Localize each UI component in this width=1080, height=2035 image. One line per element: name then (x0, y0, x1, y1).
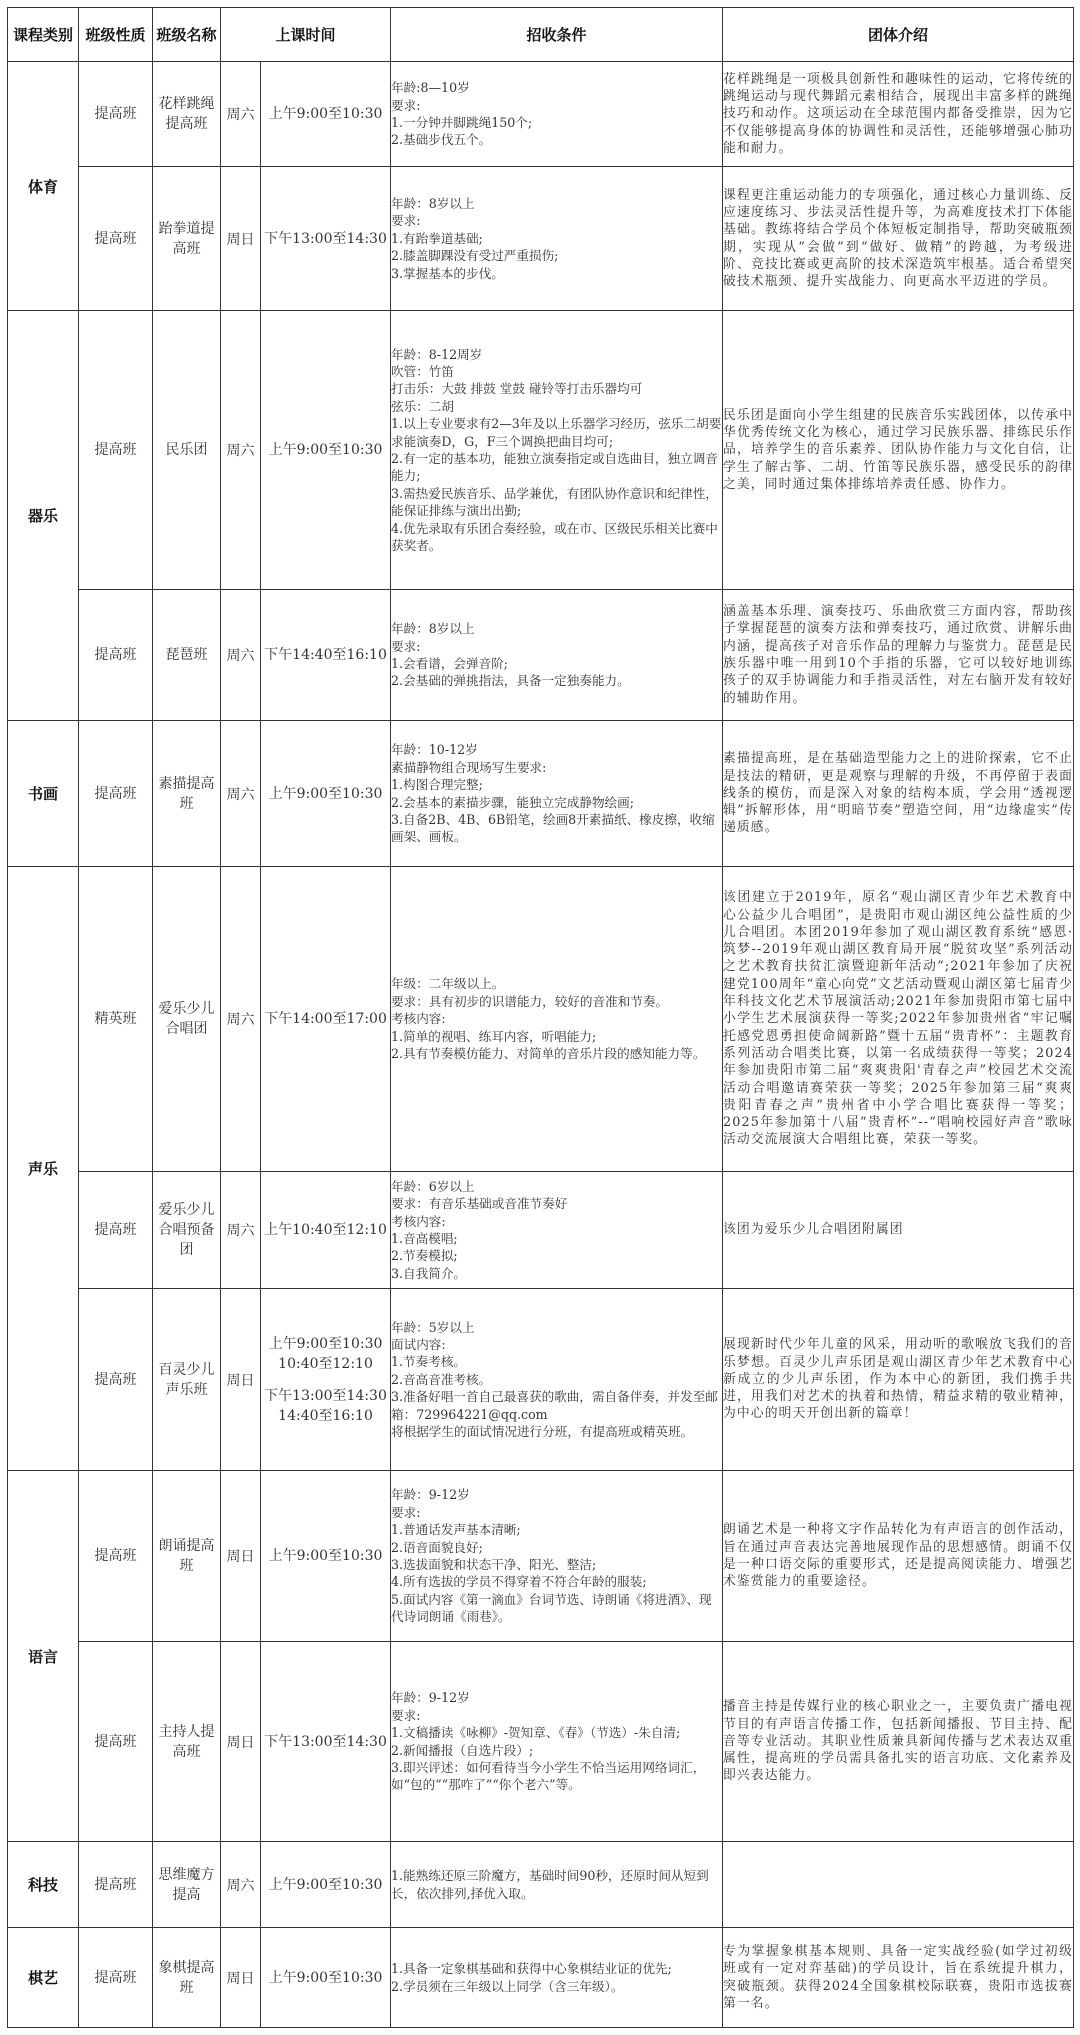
time-cell (261, 1928, 391, 2028)
time-cell (261, 311, 391, 590)
table-row (8, 590, 1074, 721)
introduction-cell: 朗诵艺术是一种将文字作品转化为有声语言的创作活动，旨在通过声音表达完善地展现作品的思想感情。朗诵不仅是一种口语交际的重要形式，还是提高阅读能力、增强艺术鉴赏能力的重要途径。 (723, 1471, 1074, 1642)
introduction-cell (723, 1842, 1074, 1928)
day-cell: 周六 (221, 1842, 261, 1928)
text-line: 年龄：9-12岁 (391, 1487, 470, 1503)
text-line: 2.会基础的弹挑指法，具备一定独奏能力。 (391, 673, 630, 689)
class-type-cell: 提高班 (79, 721, 153, 867)
day-cell: 周六 (221, 62, 261, 167)
text-line: 2.节奏模拟; (391, 1248, 458, 1264)
text-line: 3.自我简介。 (391, 1265, 467, 1281)
class-name-cell: 素描提高班 (153, 721, 221, 867)
text-line: 1.能熟练还原三阶魔方，基础时间90秒，还原时间从短到长，依次排列,择优入取。 (391, 1868, 709, 1901)
text-line: 下午13:00至14:30 (264, 1733, 387, 1750)
text-line: 素描静物组合现场写生要求: (391, 759, 547, 775)
text-line: 将根据学生的面试情况进行分班，有提高班或精英班。 (391, 1424, 694, 1440)
requirements-cell (391, 867, 723, 1172)
text-line: 10:40至12:10 (278, 1355, 373, 1372)
time-cell (261, 1842, 391, 1928)
table-row (8, 1928, 1074, 2028)
text-line: 上午9:00至10:30 (268, 1335, 383, 1352)
class-name-cell: 主持人提高班 (153, 1642, 221, 1842)
class-name-cell: 朗诵提高班 (153, 1471, 221, 1642)
requirements-cell (391, 1289, 723, 1471)
text-line: 要求：有音乐基础或音准节奏好 (391, 1196, 568, 1212)
day-cell: 周六 (221, 1172, 261, 1289)
text-line: 2.新闻播报（自选片段）; (391, 1742, 534, 1758)
text-line: 上午9:00至10:30 (268, 1876, 383, 1893)
introduction-cell: 专为掌握象棋基本规则、具备一定实战经验(如学过初级班或有一定对弈基础)的学员设计，旨在系统提升棋力，突破瓶颈。获得2024全国象棋校际联赛，贵阳市选拔赛第一名。 (723, 1928, 1074, 2028)
category-cell: 声乐 (8, 867, 79, 1471)
text-line: 4.所有选拔的学员不得穿着不符合年龄的服装; (391, 1574, 647, 1590)
text-line: 打击乐：大鼓 排鼓 堂鼓 碰铃等打击乐器均可 (391, 381, 643, 397)
text-line: 14:40至16:10 (278, 1407, 373, 1424)
requirements-cell (391, 590, 723, 721)
text-line: 下午13:00至14:30 (264, 230, 387, 247)
time-cell (261, 1642, 391, 1842)
text-line: 年龄：5岁以上 (391, 1319, 475, 1335)
text-line: 上午9:00至10:30 (268, 785, 383, 802)
time-cell (261, 590, 391, 721)
table-row (8, 1642, 1074, 1842)
requirements-cell (391, 1471, 723, 1642)
requirements-cell (391, 311, 723, 590)
class-name-cell: 民乐团 (153, 311, 221, 590)
requirements-cell (391, 1842, 723, 1928)
text-line: 2.有一定的基本功，能独立演奏指定或自选曲目，独立调音能力; (391, 451, 718, 484)
class-name-cell: 花样跳绳提高班 (153, 62, 221, 167)
category-cell: 器乐 (8, 311, 79, 721)
table-row (8, 62, 1074, 167)
text-line: 下午13:00至14:30 (264, 1387, 387, 1404)
text-line: 1.普通话发声基本清晰; (391, 1522, 521, 1538)
text-line: 2.膝盖脚踝没有受过严重损伤; (391, 248, 559, 264)
text-line: 1.文稿播读《咏柳》-贺知章、《春》（节选）-朱自清; (391, 1725, 681, 1741)
time-cell (261, 1172, 391, 1289)
table-row (8, 1842, 1074, 1928)
introduction-cell: 涵盖基本乐理、演奏技巧、乐曲欣赏三方面内容，帮助孩子掌握琵琶的演奏方法和弹奏技巧，通过欣赏、讲解乐曲内涵，提高孩子对音乐作品的理解力与鉴赏力。琵琶是民族乐器中唯一用到10个手指的乐器，它可以较好地训练孩子的双手协调能力和手指灵活性，对左右脑开发有较好的辅助作用。 (723, 590, 1074, 721)
requirements-cell (391, 1928, 723, 2028)
text-line: 1.简单的视唱、练耳内容，听唱能力; (391, 1028, 597, 1044)
text-line: 要求: (391, 638, 421, 654)
requirements-cell (391, 62, 723, 167)
table-row (8, 167, 1074, 311)
introduction-cell: 展现新时代少年儿童的风采，用动听的歌喉放飞我们的音乐梦想。百灵少儿声乐团是观山湖区青少年艺术教育中心新成立的少儿声乐团，作为本中心的新团，我们携手共进，用我们对艺术的执着和热情，精益求精的敬业精神，为中心的明天开创出新的篇章！ (723, 1289, 1074, 1471)
class-type-cell: 提高班 (79, 590, 153, 721)
introduction-cell: 素描提高班，是在基础造型能力之上的进阶探索，它不止是技法的精研，更是观察与理解的升级，不再停留于表面线条的模仿，而是深入对象的结构本质，学会用“透视逻辑”拆解形体，用“明暗节奏”塑造空间，用“边缘虚实”传递质感。 (723, 721, 1074, 867)
category-cell: 书画 (8, 721, 79, 867)
text-line: 1.一分钟并脚跳绳150个; (391, 115, 533, 130)
text-line: 要求: (391, 1504, 421, 1520)
text-line: 年龄：9-12岁 (391, 1690, 470, 1706)
text-line: 要求: (391, 97, 421, 113)
class-type-cell: 提高班 (79, 1471, 153, 1642)
text-line: 5.面试内容《第一滴血》台词节选、诗朗诵《将进酒》、现代诗词朗诵《雨巷》。 (391, 1591, 712, 1625)
text-line: 上午9:00至10:30 (268, 1969, 383, 1986)
class-type-cell: 提高班 (79, 62, 153, 167)
class-type-cell: 提高班 (79, 311, 153, 590)
text-line: 1.具备一定象棋基础和获得中心象棋结业证的优先; (391, 1961, 672, 1977)
time-cell (261, 1471, 391, 1642)
table-row (8, 1471, 1074, 1642)
text-line: 考核内容: (391, 1213, 446, 1229)
category-cell: 语言 (8, 1471, 79, 1842)
introduction-cell: 该团建立于2019年，原名“观山湖区青少年艺术教育中心公益少儿合唱团”，是贵阳市观山湖区纯公益性质的少儿合唱团。本团2019年参加了观山湖区教育系统“感恩·筑梦--2019年观山湖区教育局开展“脱贫攻坚”系列活动之艺术教育扶贫汇演暨迎新年活动”;2021年参加了庆祝建党100周年“童心向党”文艺活动暨观山湖区第七届青少年科技文化艺术节展演活动;2021年参加贵阳市第七届中小学生艺术展演获得一等奖;2022年参加贵州省“牢记嘱托感党恩勇担使命阔新路”暨十五届“贵青杯”：主题教育系列活动合唱类比赛，以第一名成绩获得一等奖；2024年参加贵阳市第二届“爽爽贵阳'青春之声”校园艺术交流活动合唱邀请赛荣获一等奖；2025年参加第三届“爽爽贵阳青春之声”贵州省中小学合唱比赛获得一等奖；2025年参加第十八届“贵青杯”--“唱响校园好声音”歌咏活动交流展演大合唱组比赛，荣获一等奖。 (723, 867, 1074, 1172)
introduction-cell: 该团为爱乐少儿合唱团附属团 (723, 1172, 1074, 1289)
text-line: 2.会基本的素描步骤，能独立完成静物绘画; (391, 794, 634, 810)
class-type-cell: 提高班 (79, 1289, 153, 1471)
text-line: 2.音高音准考核。 (391, 1371, 492, 1387)
text-line: 下午14:40至16:10 (264, 647, 387, 663)
text-line: 上午9:00至10:30 (268, 1548, 383, 1564)
time-cell (261, 1289, 391, 1471)
day-cell: 周日 (221, 1289, 261, 1471)
class-name-cell: 跆拳道提高班 (153, 167, 221, 311)
text-line: 3.自备2B、4B、6B铅笔，绘画8开素描纸、橡皮擦，收缩画架、画板。 (391, 811, 715, 845)
header-category: 课程类别 (8, 8, 79, 62)
text-line: 1.以上专业要求有2—3年及以上乐器学习经历，弦乐二胡要求能演奏D，G，F三个调换把曲目均可; (391, 416, 722, 449)
header-class-type: 班级性质 (79, 8, 153, 62)
class-name-cell: 爱乐少儿合唱预备团 (153, 1172, 221, 1289)
text-line: 吹管：竹笛 (391, 363, 454, 379)
text-line: 1.有跆拳道基础; (391, 230, 483, 246)
course-table (7, 7, 1074, 2028)
class-type-cell: 提高班 (79, 1642, 153, 1842)
class-name-cell: 象棋提高班 (153, 1928, 221, 2028)
text-line: 下午14:00至17:00 (264, 1011, 387, 1027)
day-cell: 周日 (221, 167, 261, 311)
introduction-cell: 播音主持是传媒行业的核心职业之一，主要负责广播电视节目的有声语言传播工作，包括新闻播报、节目主持、配音等专业活动。其职业性质兼具新闻传播与艺术表达双重属性，提高班的学员需具备扎实的语言功底、文化素养及即兴表达能力。 (723, 1642, 1074, 1842)
text-line: 2.学员须在三年级以上同学（含三年级）。 (391, 1978, 624, 1994)
category-cell: 体育 (8, 62, 79, 311)
text-line: 2.基础步伐五个。 (391, 132, 492, 148)
text-line: 年龄：8岁以上 (391, 195, 475, 211)
class-name-cell: 琵琶班 (153, 590, 221, 721)
text-line: 1.音高模唱; (391, 1231, 458, 1246)
text-line: 年龄：8-12周岁 (391, 346, 483, 362)
text-line: 要求: (391, 1707, 421, 1723)
text-line: 上午10:40至12:10 (264, 1222, 387, 1238)
text-line: 要求: (391, 213, 421, 229)
text-line: 年龄：10-12岁 (391, 742, 478, 758)
text-line: 面试内容: (391, 1336, 446, 1352)
day-cell: 周六 (221, 311, 261, 590)
requirements-cell (391, 167, 723, 311)
introduction-cell: 花样跳绳是一项极具创新性和趣味性的运动，它将传统的跳绳运动与现代舞蹈元素相结合，展现出丰富多样的跳绳技巧和动作。这项运动在全球范围内都备受推崇，因为它不仅能够提高身体的协调性和灵活性，还能够增强心肺功能和耐力。 (723, 62, 1074, 167)
text-line: 年龄：6岁以上 (391, 1178, 475, 1194)
class-type-cell: 提高班 (79, 1842, 153, 1928)
text-line: 1.节奏考核。 (391, 1354, 467, 1370)
table-row (8, 1172, 1074, 1289)
text-line: 3.选拔面貌和状态干净、阳光、整洁; (391, 1557, 597, 1572)
class-type-cell: 提高班 (79, 167, 153, 311)
requirements-cell (391, 1642, 723, 1842)
table-row (8, 311, 1074, 590)
requirements-cell (391, 1172, 723, 1289)
category-cell: 科技 (8, 1842, 79, 1928)
class-name-cell: 百灵少儿声乐班 (153, 1289, 221, 1471)
day-cell: 周日 (221, 1928, 261, 2028)
text-line: 1.构图合理完整; (391, 777, 483, 793)
class-type-cell: 提高班 (79, 1928, 153, 2028)
text-line: 1.会看谱，会弹音阶; (391, 656, 509, 671)
introduction-cell: 民乐团是面向小学生组建的民族音乐实践团体，以传承中华优秀传统文化为核心，通过学习民族乐器、排练民乐作品，培养学生的音乐素养、团队协作能力与文化自信，让学生了解古筝、二胡、竹笛等民族乐器，感受民乐的韵律之美，同时通过集体排练培养责任感、协作力。 (723, 311, 1074, 590)
day-cell: 周日 (221, 1471, 261, 1642)
category-cell: 棋艺 (8, 1928, 79, 2028)
header-class-name: 班级名称 (153, 8, 221, 62)
header-requirements: 招收条件 (391, 8, 723, 62)
day-cell: 周六 (221, 721, 261, 867)
day-cell: 周六 (221, 590, 261, 721)
class-name-cell: 思维魔方提高 (153, 1842, 221, 1928)
text-line: 年级：二年级以上。 (391, 976, 505, 992)
text-line: 2.具有节奏模仿能力、对简单的音乐片段的感知能力等。 (391, 1046, 706, 1062)
text-line: 3.准备好唱一首自己最喜获的歌曲，需自备伴奏，并发至邮箱：729964221@qq.com (391, 1389, 718, 1422)
day-cell: 周日 (221, 1642, 261, 1842)
class-type-cell: 精英班 (79, 867, 153, 1172)
text-line: 年龄：8岁以上 (391, 621, 475, 637)
introduction-cell: 课程更注重运动能力的专项强化，通过核心力量训练、反应速度练习、步法灵活性提升等，为高难度技术打下体能基础。教练将结合学员个体短板定制指导，帮助突破瓶颈期，实现从“会做”到“做好、做精”的跨越，为考级进阶、竞技比赛或更高阶的技术深造筑牢根基。适合希望突破技术瓶颈、提升实战能力、向更高水平迈进的学员。 (723, 167, 1074, 311)
table-row (8, 721, 1074, 867)
text-line: 2.语音面貌良好; (391, 1539, 483, 1555)
text-line: 年龄:8—10岁 (391, 80, 470, 96)
table-header-row (8, 8, 1074, 62)
time-cell: 上午9:00至10:30 (261, 62, 391, 167)
text-line: 要求：具有初步的识谱能力，较好的音准和节奏。 (391, 993, 669, 1009)
class-type-cell: 提高班 (79, 1172, 153, 1289)
text-line: 3.需热爱民族音乐、品学兼优，有团队协作意识和纪律性，能保证排练与演出出勤; (391, 485, 718, 519)
table-row (8, 1289, 1074, 1471)
text-line: 3.即兴评述：如何看待当今小学生不恰当运用网络词汇，如“包的”“那咋了”“你个老六”等。 (391, 1759, 706, 1793)
text-line: 4.优先录取有乐团合奏经验，或在市、区级民乐相关比赛中获奖者。 (391, 520, 718, 554)
text-line: 考核内容: (391, 1011, 446, 1027)
requirements-cell (391, 721, 723, 867)
table-row (8, 867, 1074, 1172)
day-cell: 周六 (221, 867, 261, 1172)
text-line: 3.掌握基本的步伐。 (391, 265, 504, 281)
time-cell (261, 167, 391, 311)
time-cell (261, 721, 391, 867)
time-cell (261, 867, 391, 1172)
header-schedule: 上课时间 (221, 8, 391, 62)
text-line: 上午9:00至10:30 (268, 442, 383, 458)
text-line (261, 1374, 390, 1386)
class-name-cell: 爱乐少儿合唱团 (153, 867, 221, 1172)
header-introduction: 团体介绍 (723, 8, 1074, 62)
text-line: 弦乐：二胡 (391, 398, 454, 414)
